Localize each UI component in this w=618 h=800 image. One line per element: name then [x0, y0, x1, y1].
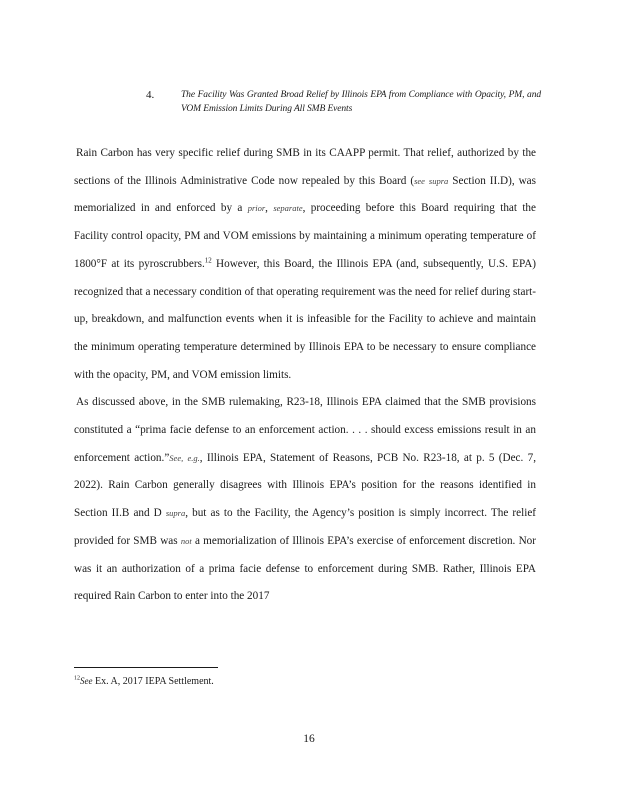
paragraph-1: Rain Carbon has very specific relief during SMB in its CAAPP permit. That relief, authorized by the sections of the Illinois Administrative Code now repealed by this Board (see supra Section II.D), was memorialized in and enforced by a prior, separate, proceeding before this Board requiring that the Facility control opacity, PM and VOM emissions by maintaining a minimum operating temperature of 1800°F at its pyroscrubbers.$^{12}$ However, this Board, the Illinois EPA (and, subsequently, U.S. EPA) recognized that a necessary condition of that operating requirement was the need for relief during start-up, breakdown, and malfunction events when it is infeasible for the Facility to achieve and maintain the minimum operating temperature determined by Illinois EPA to be necessary to ensure compliance with the opacity, PM, and VOM emission limits. [74, 147, 536, 381]
body-text [74, 140, 536, 611]
footnote-ref: 12 [204, 256, 212, 265]
page-number: 16 [303, 733, 315, 745]
section-title: The Facility Was Granted Broad Relief by Illinois EPA from Compliance with Opacity, PM, and VOM Emission Limits During All SMB Events [181, 90, 541, 114]
paragraph-2: As discussed above, in the SMB rulemaking, R23-18, Illinois EPA claimed that the SMB provisions constituted a “prima facie defense to an enforcement action. . . . should excess emissions result in an enforcement action.”See, e.g., Illinois EPA, Statement of Reasons, PCB No. R23-18, at p. 5 (Dec. 7, 2022). Rain Carbon generally disagrees with Illinois EPA’s position for the reasons identified in Section II.B and D supra, but as to the Facility, the Agency’s position is simply incorrect. The relief provided for SMB was not a memorialization of Illinois EPA’s exercise of enforcement discretion. Nor was it an authorization of a prima facie defense to enforcement during SMB. Rather, Illinois EPA required Rain Carbon to enter into the 2017 [74, 396, 537, 603]
section-number: 4. [146, 89, 155, 101]
footnote: $^{12}$See Ex. A, 2017 IEPA Settlement. [74, 675, 214, 687]
footnote-number: 12 [74, 675, 80, 682]
footnote-divider [74, 667, 218, 668]
